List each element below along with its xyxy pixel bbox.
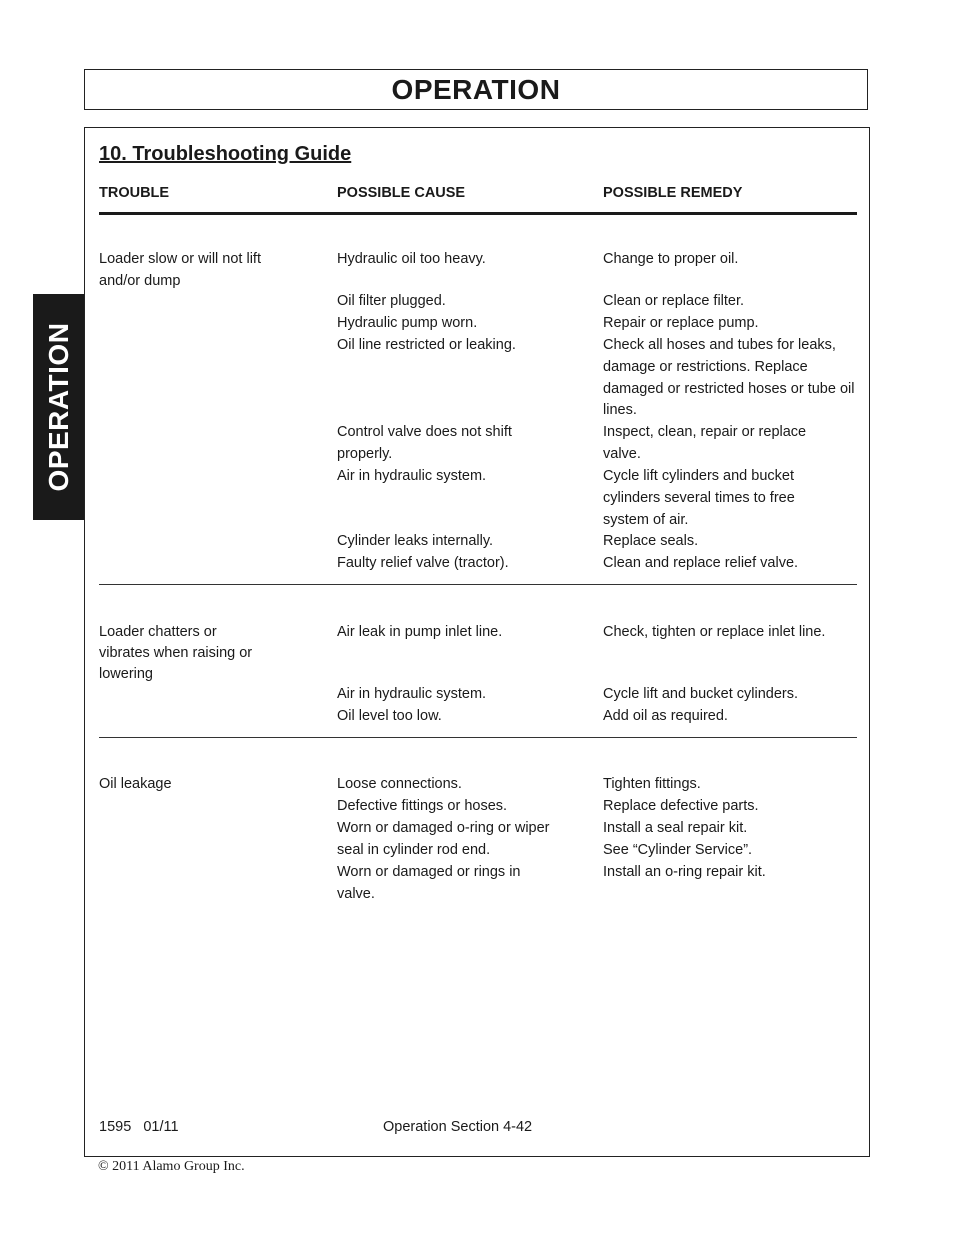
group-divider xyxy=(99,584,857,585)
cause-1-7: Cylinder leaks internally. xyxy=(337,533,494,549)
content-box xyxy=(84,127,870,1157)
cause-3-1: Loose connections. xyxy=(337,776,462,792)
remedy-1-7: Replace seals. xyxy=(603,533,699,549)
trouble-3: Oil leakage xyxy=(99,776,172,792)
cause-1-5: Control valve does not shift properly. xyxy=(337,424,512,462)
cause-1-2: Oil filter plugged. xyxy=(337,293,446,309)
cause-3-3: Worn or damaged o-ring or wiper seal in cylinder rod end. xyxy=(337,820,550,858)
remedy-1-6: Cycle lift cylinders and bucket cylinders several times to free system of air. xyxy=(603,468,795,528)
cause-2-2: Air in hydraulic system. xyxy=(337,686,487,702)
group-divider xyxy=(99,737,857,738)
remedy-3-5: Install an o-ring repair kit. xyxy=(603,864,766,880)
remedy-1-1: Change to proper oil. xyxy=(603,251,739,267)
remedy-3-2: Replace defective parts. xyxy=(603,798,759,814)
remedy-2-2: Cycle lift and bucket cylinders. xyxy=(603,686,799,702)
cause-1-8: Faulty relief valve (tractor). xyxy=(337,555,509,571)
column-header-remedy: POSSIBLE REMEDY xyxy=(603,185,743,201)
remedy-2-3: Add oil as required. xyxy=(603,708,728,724)
trouble-2: Loader chatters or vibrates when raising or lowering xyxy=(99,624,253,682)
remedy-1-3: Repair or replace pump. xyxy=(603,315,759,331)
section-title: 10. Troubleshooting Guide xyxy=(99,143,352,165)
side-tab-label: OPERATION xyxy=(42,322,74,492)
column-header-cause: POSSIBLE CAUSE xyxy=(337,185,466,201)
page-header xyxy=(84,69,868,110)
cause-1-4: Oil line restricted or leaking. xyxy=(337,337,516,353)
cause-1-6: Air in hydraulic system. xyxy=(337,468,487,484)
remedy-3-1: Tighten fittings. xyxy=(603,776,701,792)
remedy-1-2: Clean or replace filter. xyxy=(603,293,745,309)
header-divider xyxy=(99,212,857,215)
cause-2-3: Oil level too low. xyxy=(337,708,442,724)
remedy-2-1: Check, tighten or replace inlet line. xyxy=(603,624,826,640)
page-number: Operation Section 4-42 xyxy=(383,1119,533,1135)
cause-3-5: Worn or damaged or rings in valve. xyxy=(337,864,521,902)
copyright: © 2011 Alamo Group Inc. xyxy=(98,1159,245,1174)
column-header-trouble: TROUBLE xyxy=(99,185,170,201)
header-title: OPERATION xyxy=(391,73,561,105)
doc-number: 1595 01/11 xyxy=(99,1119,179,1135)
cause-2-1: Air leak in pump inlet line. xyxy=(337,624,503,640)
trouble-1: Loader slow or will not lift and/or dump xyxy=(99,251,261,289)
column-headers xyxy=(99,185,857,205)
remedy-1-4: Check all hoses and tubes for leaks, damage or restrictions. Replace damaged or restricted hoses or tube oil lines. xyxy=(603,337,855,419)
cause-1-3: Hydraulic pump worn. xyxy=(337,315,478,331)
remedy-1-5: Inspect, clean, repair or replace valve. xyxy=(603,424,807,462)
cause-3-2: Defective fittings or hoses. xyxy=(337,798,508,814)
remedy-1-8: Clean and replace relief valve. xyxy=(603,555,799,571)
remedy-3-3: Install a seal repair kit. xyxy=(603,820,748,836)
remedy-3-4: See “Cylinder Service”. xyxy=(603,842,753,858)
cause-1-1: Hydraulic oil too heavy. xyxy=(337,251,486,267)
side-tab xyxy=(33,294,84,520)
